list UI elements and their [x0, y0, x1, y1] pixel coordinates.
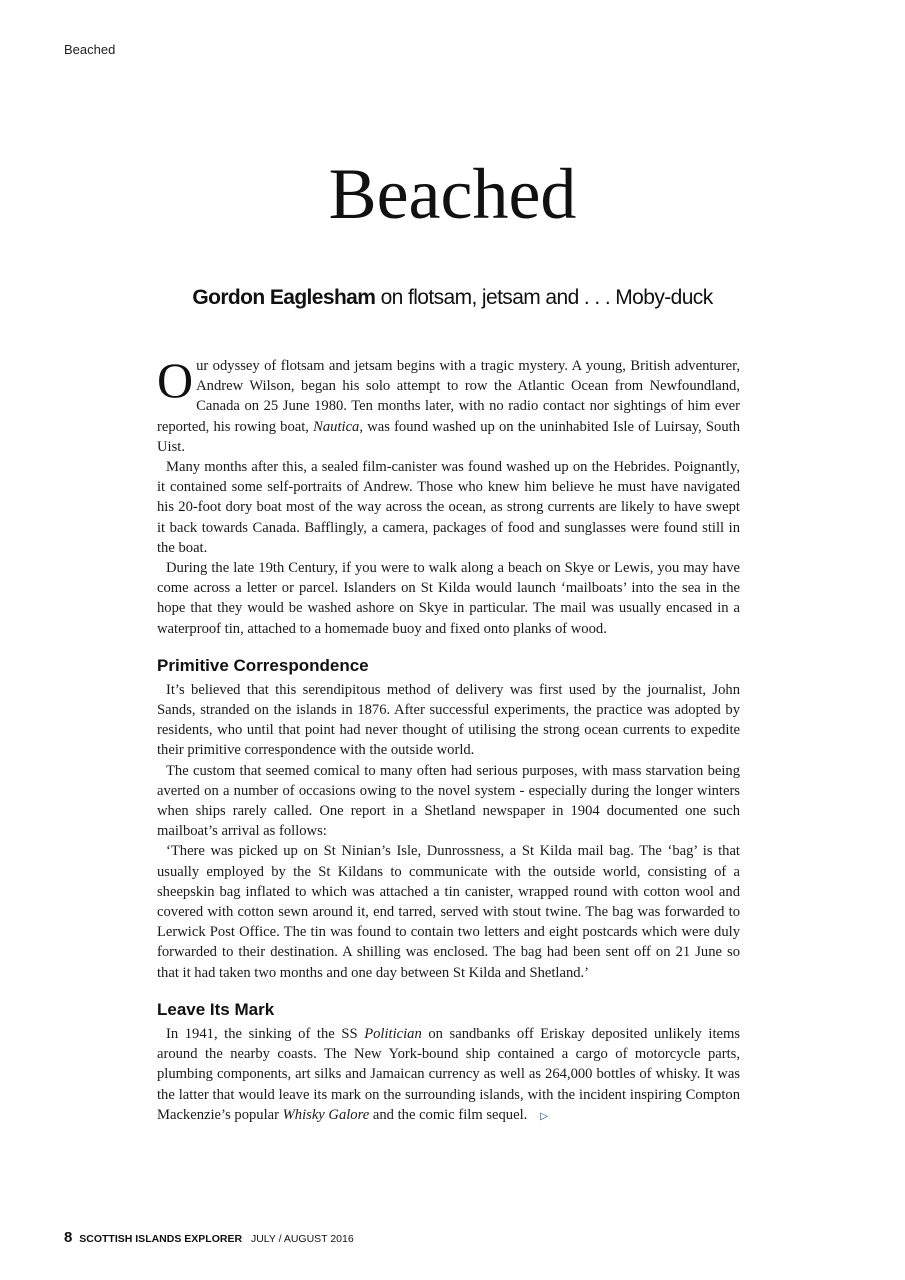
- section1-paragraph-2: The custom that seemed comical to many often had serious purposes, with mass starvation being averted on a number of occasions owing to the novel system - especially during the longer winters when ships rarely called. One report in a Shetland newspaper in 1904 documented one such mailboat’s arrival as follows:: [157, 762, 740, 840]
- intro-p1-text-b: , was found washed up on the uninhabited Isle of Luirsay, South Uist.: [157, 418, 740, 455]
- section-heading-primitive-correspondence: Primitive Correspondence: [157, 655, 369, 675]
- ship-name: Politician: [364, 1025, 422, 1042]
- intro-paragraph-2: Many months after this, a sealed film-canister was found washed up on the Hebrides. Poignantly, it contained some self-portraits of Andrew. Those who knew him believe he must have navigated his 20-foot dory boat most of the way across the ocean, as strong currents are likely to have swept it back towards Canada. Bafflingly, a camera, packages of food and sunglasses were found still in the boat.: [157, 459, 740, 556]
- magazine-name: SCOTTISH ISLANDS EXPLORER: [79, 1233, 243, 1245]
- section2-text-a: In 1941, the sinking of the SS: [166, 1025, 365, 1042]
- intro-paragraph-3: During the late 19th Century, if you were to walk along a beach on Skye or Lewis, you may have come across a letter or parcel. Islanders on St Kilda would launch ‘mailboats’ into the sea in the hope that they would be washed ashore on Skye in particular. The mail was usually encased in a waterproof tin, attached to a homemade buoy and fixed onto planks of wood.: [157, 560, 740, 637]
- page-footer: [64, 1229, 354, 1246]
- running-head: Beached: [64, 42, 116, 57]
- intro-paragraph-1: [157, 352, 740, 457]
- article-title: Beached: [328, 154, 577, 234]
- section1-quote-paragraph: ‘There was picked up on St Ninian’s Isle, Dunrossness, a St Kilda mail bag. The ‘bag’ is that usually employed by the St Kildans to communicate with the outside world, consisting of a sheepskin bag inflated to which was attached a tin canister, wrapped round with cotton wool and covered with cotton sewn around it, end tarred, served with stout twine. The bag was forwarded to Lerwick Post Office. The tin was found to contain two letters and eight postcards which were duly forwarded to their destination. A shilling was enclosed. The bag had been sent off on 21 June so that it had taken two months and one day between St Kilda and Shetland.’: [157, 843, 740, 981]
- section2-text-c: and the comic film sequel.: [369, 1106, 528, 1123]
- article-body: [157, 352, 741, 1127]
- section2-paragraph-1: [157, 1024, 740, 1127]
- byline-author: Gordon Eaglesham: [192, 286, 376, 309]
- section-heading-leave-its-mark: Leave Its Mark: [157, 999, 275, 1019]
- book-title: Whisky Galore: [282, 1106, 370, 1123]
- boat-name: Nautica: [313, 418, 360, 435]
- intro-p1-text-a: ur odyssey of flotsam and jetsam begins with a tragic mystery. A young, British adventurer, Andrew Wilson, began his solo attempt to row the Atlantic Ocean from Newfoundland, Canada on 25 June 1980. Ten months later, with no radio contact nor sightings of him ever reported, his rowing boat,: [157, 358, 740, 435]
- section2-text-b: on sandbanks off Eriskay deposited unlikely items around the nearby coasts. The New York-bound ship contained a cargo of motorcycle parts, plumbing components, art silks and Jamaican currency as well as 264,000 bottles of whisky. It was the latter that would leave its mark on the surrounding islands, with the incident inspiring Compton Mackenzie’s popular: [157, 1025, 741, 1123]
- drop-cap: O: [157, 352, 194, 408]
- section1-paragraph-1: It’s believed that this serendipitous method of delivery was first used by the journalist, John Sands, stranded on the islands in 1876. After successful experiments, the practice was adopted by residents, who until that point had never thought of utilising the strong ocean currents to expedite their primitive correspondence with the outside world.: [157, 681, 740, 759]
- page-number: 8: [64, 1229, 73, 1246]
- issue-date: JULY / AUGUST 2016: [250, 1233, 354, 1245]
- byline-subtitle: on flotsam, jetsam and . . . Moby-duck: [375, 286, 713, 309]
- byline: [0, 286, 905, 310]
- end-of-article-arrow-icon: ▷: [540, 1110, 548, 1122]
